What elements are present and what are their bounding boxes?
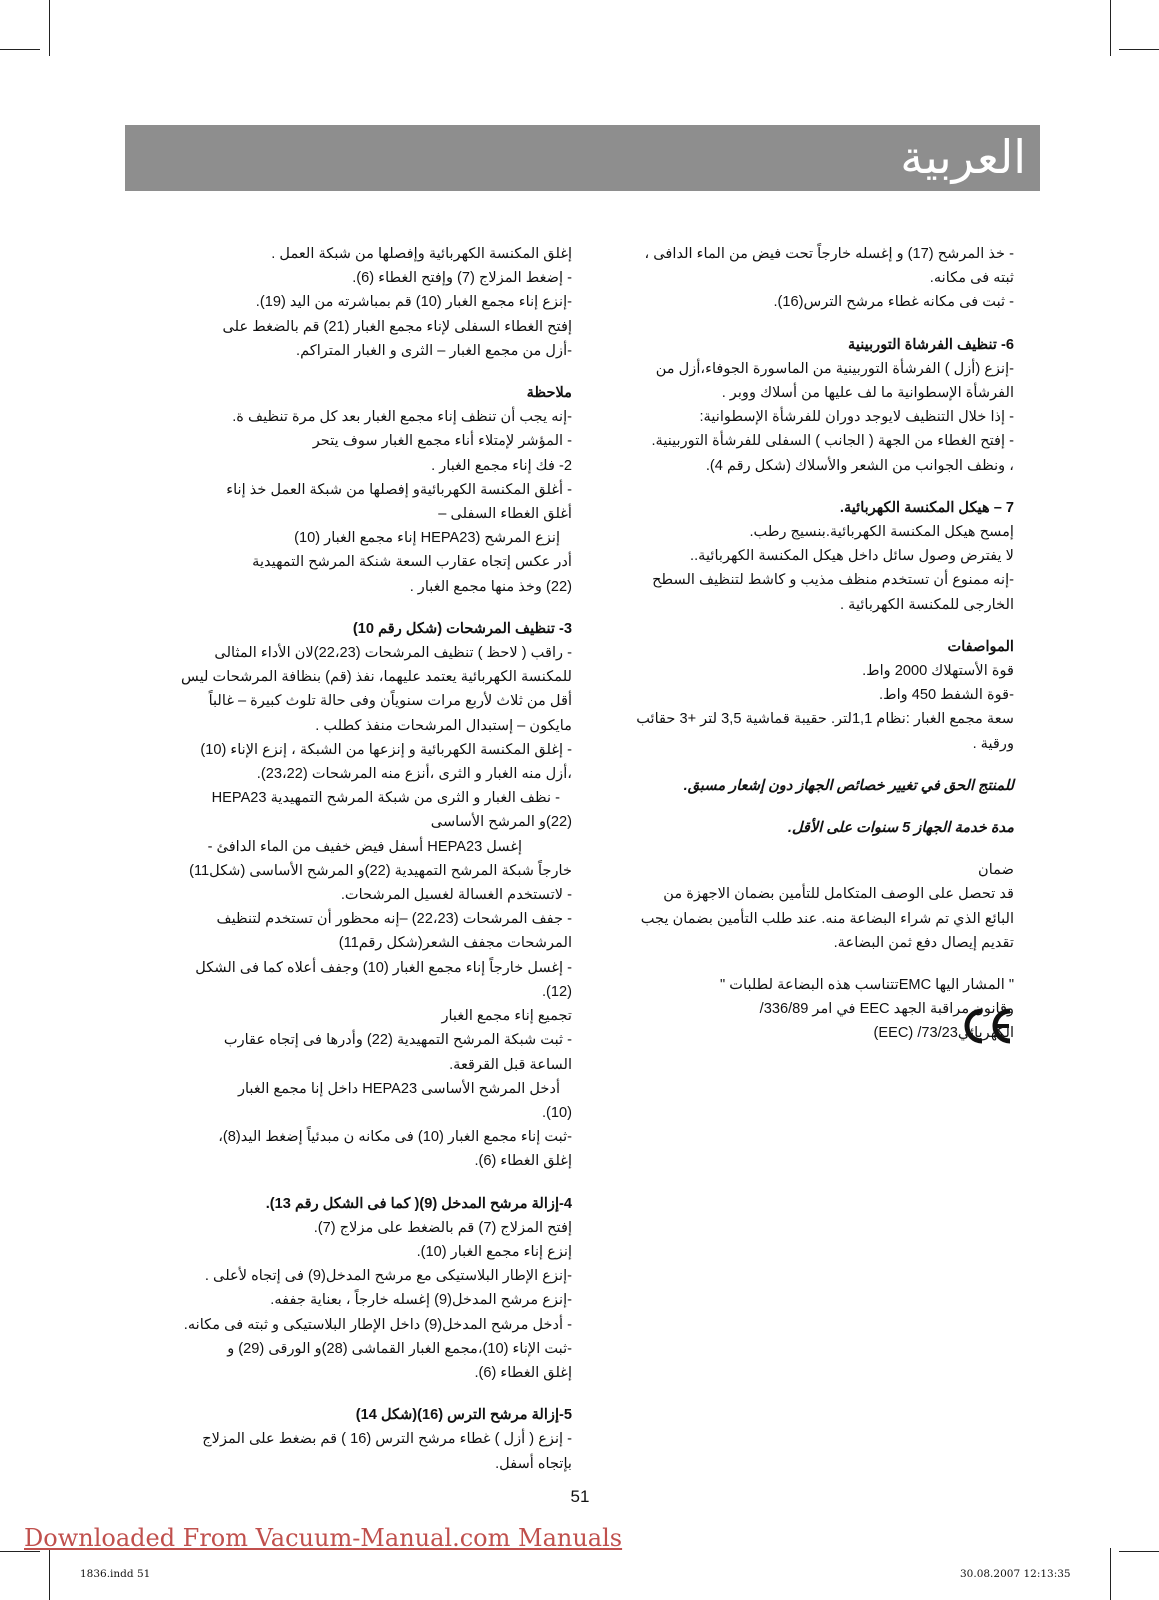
text-line: تقديم إيصال دفع ثمن البضاعة. [833,934,1014,951]
text-line: ثبته فى مكانه. [929,270,1014,287]
text-line: ،أزل منه الغبار و الثرى ،أنزع منه المرشحات (23،22). [256,766,572,783]
text-line: - إغسل خارجاً إناء مجمع الغبار (10) وجفف أعلاه كما فى الشكل [195,959,572,976]
text-line: - لاتستخدم الغسالة لغسيل المرشحات. [340,887,572,904]
text-line: - إذا خلال التنظيف لايوجد دوران للفرشأة الإسطوانية: [699,409,1014,426]
text-line: - ثبت فى مكانه غطاء مرشح الترس(16). [773,294,1014,311]
paragraph-spacer [612,478,1014,496]
text-line: تجميع إناء مجمع الغبار [441,1008,572,1025]
text-line: وقانون مراقبة الجهد EEC في امر 336/89/ [759,1001,1014,1018]
text-line: -إنزع (أزل ) الفرشأة التوربينية من الماسورة الجوفاء،أزل من [655,360,1014,377]
text-line: أدر عكس إتجاه عقارب السعة شنكة المرشح التمهيدية [252,554,572,571]
text-line: أقل من ثلاث لأربع مرات سنوياًن وفى حالة تلوث كبيرة – غالباً [208,693,572,710]
text-line: خارجاً شبكة المرشح التمهيدية (22)و المرشح الأساسى (شكل11) [189,862,572,879]
text-line: - أغلق المكنسة الكهربائيةو إفصلها من شبكة العمل خذ إناء [226,481,572,498]
text-line: سعة مجمع الغبار :نظام 1,1لتر. حقيبة قماشية 3,5 لتر +3 حقائب [636,711,1014,728]
footer-file-name: 1836.indd 51 [80,1568,151,1580]
ce-mark-icon [960,1006,1016,1046]
text-line: -أزل من مجمع الغبار – الثرى و الغبار المتراكم. [296,342,572,359]
left-text-column [160,242,572,1476]
paragraph-spacer [612,315,1014,333]
paragraph-spacer [612,840,1014,858]
text-line: ، ونظف الجوانب من الشعر والأسلاك (شكل رقم 4). [705,457,1014,474]
text-line: - إغلق المكنسة الكهربائية و إنزعها من الشبكة ، إنزع الإناء (10) [200,741,572,758]
paragraph-spacer [160,363,572,381]
text-line: -ثبت إناء مجمع الغبار (10) فى مكانه ن مبدئياً إضغط اليد(8)، [218,1129,572,1146]
text-line: ضمان [978,862,1014,879]
text-line: -قوة الشفط 450 واط. [879,687,1014,704]
text-line: - ثبت شبكة المرشح التمهيدية (22) وأدرها فى إتجاه عقارب [223,1032,572,1049]
text-line: المرشحات مجفف الشعر(شكل رقم11) [338,935,572,952]
text-line: 2- فك إناء مجمع الغبار . [431,457,572,474]
text-line: -إنه ممنوع أن تستخدم منظف مذيب و كاشط لتنظيف السطح [652,572,1014,589]
text-line: بإتجاه أسفل. [495,1455,572,1472]
text-line: - أدخل مرشح المدخل(9) داخل الإطار البلاستيكى و ثبته فى مكانه. [183,1316,572,1333]
notice-text: مدة خدمة الجهاز 5 سنوات على الأقل. [787,820,1014,837]
text-line: (22)و المرشح الأساسى [430,814,572,831]
text-line: - إنزع ( أزل ) غطاء مرشح الترس (16 ) قم بضغط على المزلاج [202,1431,572,1448]
language-title: العربية [900,130,1026,184]
text-line: (10). [541,1104,572,1121]
text-line: إغلق الغطاء (6). [474,1153,572,1170]
text-line: - إضغط المزلاج (7) وإفتح الغطاء (6). [352,270,572,287]
text-line: الساعة قبل القرقعة. [449,1056,572,1073]
text-line: قوة الأستهلاك 2000 واط. [862,663,1014,680]
paragraph-spacer [612,955,1014,973]
crop-mark [49,1548,50,1600]
crop-mark [1110,0,1111,56]
section-heading: 5-إزالة مرشح الترس (16)(شكل 14) [355,1407,572,1424]
crop-mark [1119,1551,1159,1552]
text-line: الخارجى للمكنسة الكهربائية . [840,596,1014,613]
text-line: الفرشأة الإسطوانية ما لف عليها من أسلاك ووبر . [721,385,1014,402]
crop-mark [1110,1548,1111,1600]
text-line: الكهربائي73/23/ (EEC) [873,1025,1014,1042]
section-heading: 3- تنظيف المرشحات (شكل رقم 10) [352,620,572,637]
text-line: -إنه يجب أن تنظف إناء مجمع الغبار بعد كل مرة تنظيف ة. [232,409,572,426]
paragraph-spacer [160,1174,572,1192]
paragraph-spacer [612,756,1014,774]
footer-timestamp: 30.08.2007 12:13:35 [960,1568,1071,1580]
text-line: - نظف الغبار و الثرى من شبكة المرشح التمهيدية HEPA23 [211,790,560,807]
text-line: قد تحصل على الوصف المتكامل للتأمين بضمان الاجهزة من [663,886,1014,903]
text-line: (22) وخذ منها مجمع الغبار . [409,578,572,595]
text-line: - خذ المرشح (17) و إغسله خارجاً تحت فيض من الماء الدافى ، [644,246,1014,262]
notice-text: للمنتج الحق في تغيير خصائص الجهاز دون إشعار مسبق. [683,777,1014,794]
text-line: (12). [541,983,572,1000]
text-line: أغلق الغطاء السفلى – [438,506,572,523]
section-heading: 6- تنظيف الفرشاة التوربينية [848,336,1014,353]
text-line: البائع الذي تم شراء البضاعة منه. عند طلب التأمين بضمان يجب [640,910,1014,927]
right-text-column [612,242,1014,1046]
text-line: إغسل HEPA23 أسفل فيض خفيف من الماء الدافئ - [207,838,522,855]
section-heading: ملاحظة [526,385,572,402]
section-heading: 4-إزالة مرشح المدخل (9)( كما فى الشكل رقم 13). [265,1195,572,1212]
text-line: - المؤشر لإمتلاء أناء مجمع الغبار سوف يتحر [312,433,572,450]
text-line: إفتح الغطاء السفلى لإناء مجمع الغبار (21) قم بالضغط على [222,318,572,335]
section-heading: 7 – هيكل المكنسة الكهربائية. [839,499,1014,516]
section-heading: المواصفات [947,638,1014,655]
text-line: مايكون – إستبدال المرشحات منفذ كطلب . [315,717,572,734]
language-banner [125,125,1040,191]
paragraph-spacer [612,798,1014,816]
text-line: للمكنسة الكهربائية يعتمد عليهما، نفذ (قم) بنظافة المرشحات ليس [181,669,572,686]
text-line: ورقية . [972,735,1014,752]
text-line: إغلق المكنسة الكهربائية وإفصلها من شبكة العمل . [271,246,572,262]
text-line: إنزع المرشح (HEPA23 إناء مجمع الغبار (10) [294,530,560,547]
paragraph-spacer [160,599,572,617]
text-line: أدخل المرشح الأساسى HEPA23 داخل إنا مجمع الغبار [237,1080,560,1097]
text-line: إفتح المزلاج (7) قم بالضغط على مزلاج (7). [313,1219,572,1236]
text-line: - إفتح الغطاء من الجهة ( الجانب ) السفلى للفرشأة التوربينية. [651,433,1014,450]
crop-mark [1119,49,1159,50]
page-number: 51 [570,1487,590,1506]
crop-mark [49,0,50,56]
paragraph-spacer [160,1385,572,1403]
text-line: - جفف المرشحات (22،23) –إنه محظور أن تستخدم لتنظيف [216,911,572,928]
crop-mark [0,49,40,50]
paragraph-spacer [612,617,1014,635]
text-line: -إنزع إناء مجمع الغبار (10) قم بمباشرته من اليد (19). [255,294,572,311]
text-line: -ثبت الإناء (10)،مجمع الغبار القماشى (28)و الورقى (29) و [227,1340,572,1357]
download-link[interactable]: Downloaded From Vacuum-Manual.com Manuals [24,1524,623,1552]
text-line: إمسح هيكل المكنسة الكهربائية.بنسيج رطب. [749,524,1014,541]
text-line: إغلق الغطاء (6). [474,1364,572,1381]
text-line: إنزع إناء مجمع الغبار (10). [416,1243,572,1260]
text-line: -إنزع مرشح المدخل(9) إغسله خارجاً ، بعناية جففه. [270,1292,572,1309]
text-line: " المشار اليها EMCتتناسب هذه البضاعة لطلبات " [720,977,1014,994]
text-line: لا يفترض وصول سائل داخل هيكل المكنسة الكهربائية.. [690,548,1014,565]
text-line: -إنزع الإطار البلاستيكى مع مرشح المدخل(9) فى إتجاه لأعلى . [204,1268,572,1285]
text-line: - راقب ( لاحظ ) تنظيف المرشحات (22،23)لان الأداء المثالى [214,645,572,662]
